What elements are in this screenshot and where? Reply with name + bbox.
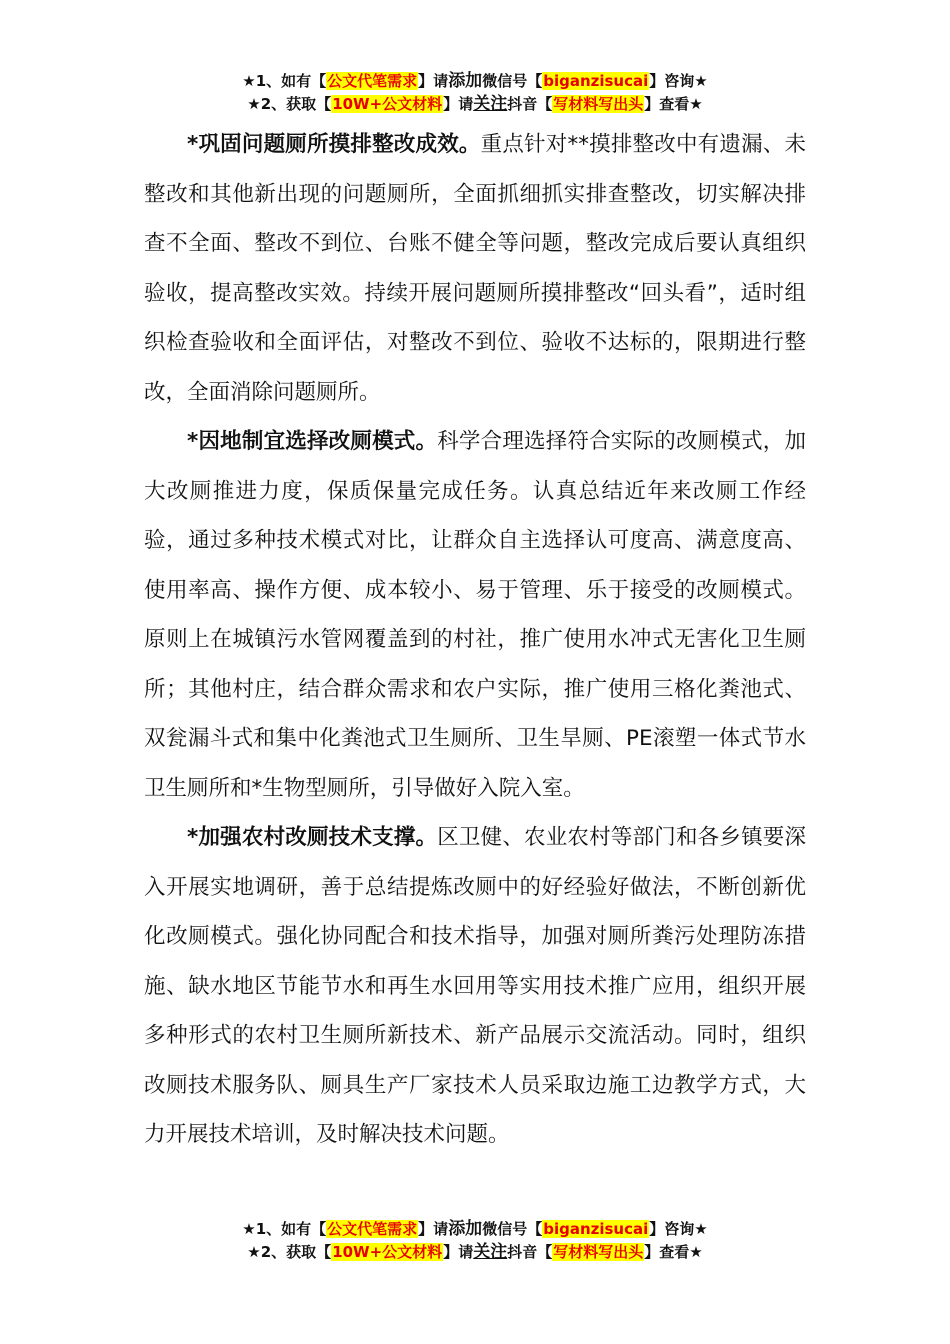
highlight-douyin-account: 写材料写出头: [553, 95, 644, 113]
banner-text: 】请: [418, 1220, 449, 1238]
banner-line-2: [0, 93, 950, 116]
highlight-materials: 10W+公文材料: [332, 1243, 443, 1261]
banner-text: 2、获取【: [260, 1243, 332, 1261]
highlight-materials: 10W+公文材料: [332, 95, 443, 113]
banner-emphasis: 添加: [448, 1219, 483, 1239]
banner-text: 2、获取【: [260, 95, 332, 113]
banner-emphasis: 添加: [448, 71, 483, 91]
paragraph-3: [144, 813, 806, 1160]
banner-text: 】查看★: [644, 95, 703, 113]
banner-text: 】请: [418, 72, 449, 90]
banner-line-1: [0, 1218, 950, 1241]
paragraph-heading: *加强农村改厕技术支撑。: [187, 825, 438, 850]
star-icon: ★: [242, 1220, 256, 1238]
banner-text: 1、如有【: [255, 1220, 327, 1238]
banner-emphasis: 关注: [473, 1242, 508, 1262]
banner-text: 】咨询★: [649, 1220, 708, 1238]
paragraph-heading: *巩固问题厕所摸排整改成效。: [187, 132, 481, 157]
banner-text: 微信号【: [482, 72, 543, 90]
highlight-wechat-id: biganzisucai: [543, 1220, 649, 1238]
banner-text: 微信号【: [482, 1220, 543, 1238]
banner-text: 】咨询★: [649, 72, 708, 90]
paragraph-text: 重点针对**摸排整改中有遗漏、未整改和其他新出现的问题厕所，全面抓细抓实排查整改，切实解决排查不全面、整改不到位、台账不健全等问题，整改完成后要认真组织验收，提高整改实效。持续开展问题厕所摸排整改“回头看”，适时组织检查验收和全面评估，对整改不到位、验收不达标的，限期进行整改，全面消除问题厕所。: [144, 132, 806, 405]
highlight-service: 公文代笔需求: [327, 72, 418, 90]
bottom-banner: [0, 1218, 950, 1264]
banner-text: 抖音【: [507, 1243, 553, 1261]
highlight-wechat-id: biganzisucai: [543, 72, 649, 90]
star-icon: ★: [247, 1243, 261, 1261]
paragraph-2: [144, 417, 806, 813]
banner-line-2: [0, 1241, 950, 1264]
banner-text: 抖音【: [507, 95, 553, 113]
paragraph-heading: *因地制宜选择改厕模式。: [187, 429, 438, 454]
top-banner: [0, 70, 950, 116]
paragraph-text: 科学合理选择符合实际的改厕模式，加大改厕推进力度，保质保量完成任务。认真总结近年来改厕工作经验，通过多种技术模式对比，让群众自主选择认可度高、满意度高、使用率高、操作方便、成本较小、易于管理、乐于接受的改厕模式。原则上在城镇污水管网覆盖到的村社，推广使用水冲式无害化卫生厕所；其他村庄，结合群众需求和农户实际，推广使用三格化粪池式、双瓮漏斗式和集中化粪池式卫生厕所、卫生旱厕、PE滚塑一体式节水卫生厕所和*生物型厕所，引导做好入院入室。: [144, 429, 806, 801]
star-icon: ★: [247, 95, 261, 113]
banner-text: 】请: [443, 1243, 474, 1261]
highlight-service: 公文代笔需求: [327, 1220, 418, 1238]
banner-text: 1、如有【: [255, 72, 327, 90]
banner-text: 】请: [443, 95, 474, 113]
banner-text: 】查看★: [644, 1243, 703, 1261]
highlight-douyin-account: 写材料写出头: [553, 1243, 644, 1261]
banner-line-1: [0, 70, 950, 93]
banner-emphasis: 关注: [473, 94, 508, 114]
paragraph-1: [144, 120, 806, 417]
document-body: [144, 120, 806, 1160]
star-icon: ★: [242, 72, 256, 90]
paragraph-text: 区卫健、农业农村等部门和各乡镇要深入开展实地调研，善于总结提炼改厕中的好经验好做法，不断创新优化改厕模式。强化协同配合和技术指导，加强对厕所粪污处理防冻措施、缺水地区节能节水和再生水回用等实用技术推广应用，组织开展多种形式的农村卫生厕所新技术、新产品展示交流活动。同时，组织改厕技术服务队、厕具生产厂家技术人员采取边施工边教学方式，大力开展技术培训，及时解决技术问题。: [144, 825, 806, 1147]
